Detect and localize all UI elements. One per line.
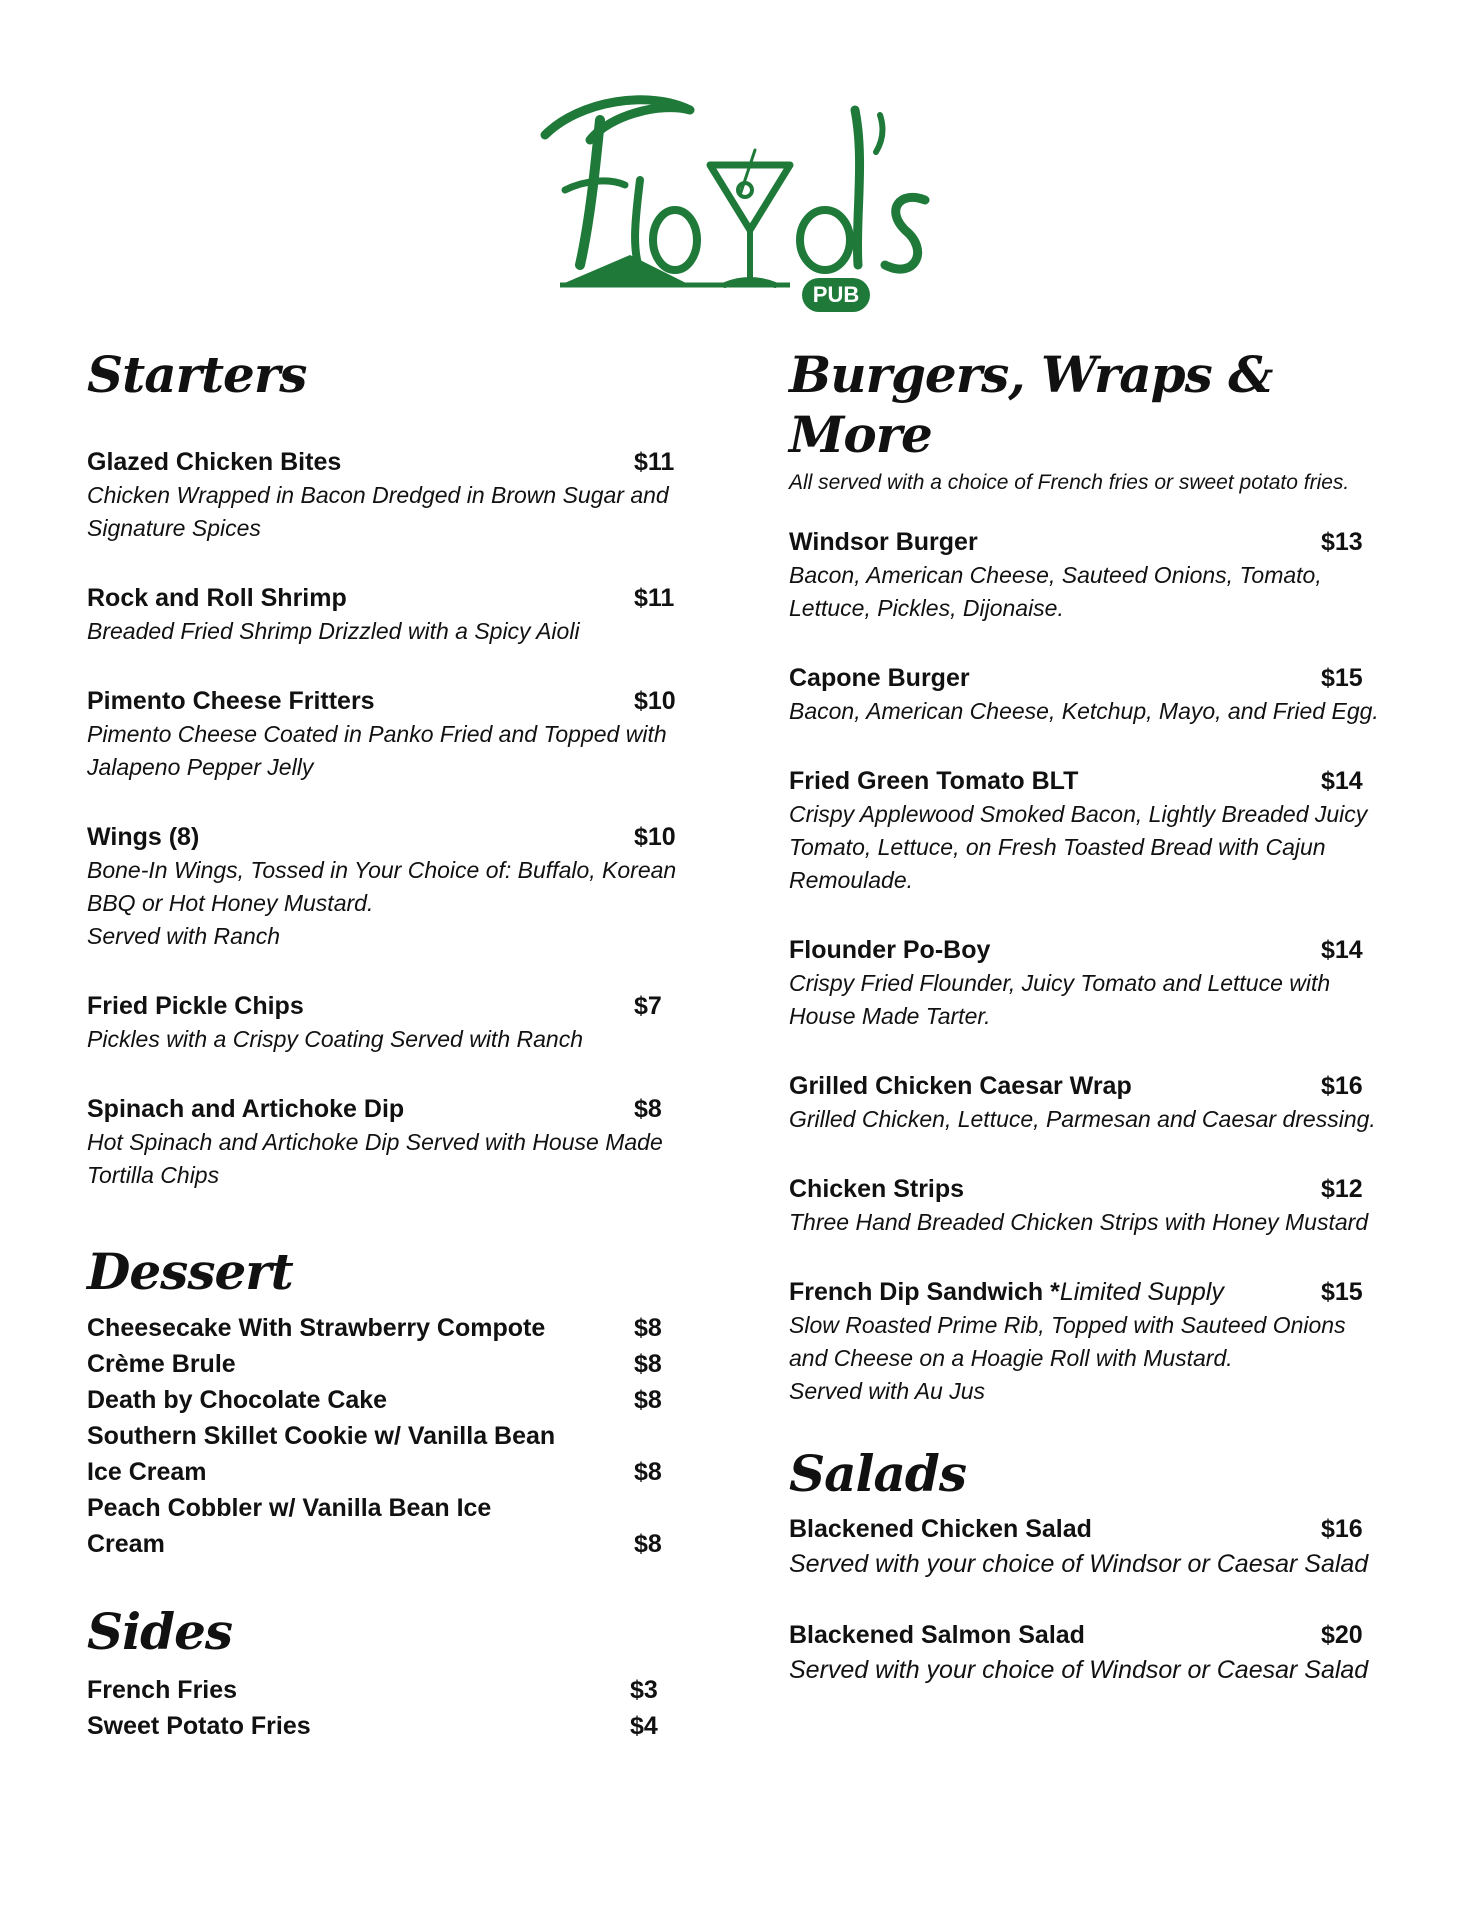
item-price: $11 — [634, 584, 675, 612]
item-description: Pickles with a Crispy Coating Served with Ranch — [87, 1026, 583, 1052]
dessert-item — [87, 1346, 687, 1382]
floyds-pub-logo — [540, 80, 960, 330]
item-price: $12 — [1321, 1175, 1363, 1203]
item-name: Crème Brule — [87, 1350, 236, 1378]
item-name: Wings (8) — [87, 823, 200, 851]
item-description: Grilled Chicken, Lettuce, Parmesan and Caesar dressing. — [789, 1106, 1376, 1132]
item-name: Grilled Chicken Caesar Wrap — [789, 1072, 1132, 1100]
item-name: Fried Green Tomato BLT — [789, 767, 1079, 795]
item-name: Southern Skillet Cookie w/ Vanilla Bean Ice Cream — [87, 1422, 556, 1486]
menu-item — [789, 1069, 1409, 1136]
item-name: French Fries — [87, 1676, 238, 1704]
menu-item — [789, 1618, 1409, 1688]
menu-item — [789, 1275, 1409, 1408]
item-name: Sweet Potato Fries — [87, 1712, 311, 1740]
item-name: Flounder Po-Boy — [789, 936, 991, 964]
item-price: $16 — [1321, 1515, 1363, 1543]
item-price: $8 — [634, 1530, 662, 1558]
dessert-item — [87, 1382, 687, 1418]
item-description: Crispy Applewood Smoked Bacon, Lightly Breaded Juicy Tomato, Lettuce, on Fresh Toasted Bread with Cajun Remoulade. — [789, 801, 1368, 893]
item-description: Bone-In Wings, Tossed in Your Choice of: Buffalo, Korean BBQ or Hot Honey Mustard. Served with Ranch — [87, 857, 677, 949]
sides-list — [87, 1672, 687, 1744]
item-price: $15 — [1321, 664, 1363, 692]
menu-item — [789, 764, 1409, 897]
item-name: Blackened Salmon Salad — [789, 1621, 1085, 1649]
sides-title: Sides — [87, 1602, 233, 1661]
side-item — [87, 1708, 687, 1744]
item-name: Spinach and Artichoke Dip — [87, 1095, 405, 1123]
item-description: Served with your choice of Windsor or Caesar Salad — [789, 1550, 1369, 1578]
menu-item — [789, 525, 1409, 625]
item-name: Cheesecake With Strawberry Compote — [87, 1314, 546, 1342]
item-description: Crispy Fried Flounder, Juicy Tomato and Lettuce with House Made Tarter. — [789, 970, 1331, 1029]
item-description: Served with your choice of Windsor or Caesar Salad — [789, 1656, 1369, 1684]
menu-item — [87, 989, 687, 1056]
item-description: Bacon, American Cheese, Ketchup, Mayo, and Fried Egg. — [789, 698, 1379, 724]
menu-item — [789, 661, 1409, 728]
side-item — [87, 1672, 687, 1708]
item-price: $11 — [634, 448, 675, 476]
item-name: French Dip Sandwich * — [789, 1278, 1060, 1306]
item-description: Chicken Wrapped in Bacon Dredged in Brown Sugar and Signature Spices — [87, 482, 669, 541]
item-price: $15 — [1321, 1278, 1363, 1306]
burgers-note: All served with a choice of French fries or sweet potato fries. — [789, 471, 1350, 494]
item-name: Chicken Strips — [789, 1175, 965, 1203]
menu-item — [87, 820, 687, 953]
item-price: $8 — [634, 1458, 662, 1486]
martini-glass-icon — [540, 80, 960, 330]
item-price: $7 — [634, 992, 662, 1020]
item-name: Pimento Cheese Fritters — [87, 687, 375, 715]
item-price: $14 — [1321, 767, 1363, 795]
item-price: $8 — [634, 1386, 662, 1414]
left-column — [87, 345, 687, 1744]
item-name: Windsor Burger — [789, 528, 978, 556]
menu-item — [789, 933, 1409, 1033]
menu-item — [87, 684, 687, 784]
limited-supply-note: Limited Supply — [1059, 1278, 1224, 1306]
item-price: $3 — [630, 1676, 658, 1704]
item-description: Breaded Fried Shrimp Drizzled with a Spicy Aioli — [87, 618, 580, 644]
item-price: $13 — [1321, 528, 1363, 556]
item-price: $14 — [1321, 936, 1363, 964]
item-price: $8 — [634, 1350, 662, 1378]
logo-pub-text: PUB — [812, 282, 860, 307]
starters-title: Starters — [87, 345, 307, 404]
dessert-list — [87, 1310, 687, 1562]
item-description: Bacon, American Cheese, Sauteed Onions, Tomato, Lettuce, Pickles, Dijonaise. — [789, 562, 1322, 621]
menu-item — [87, 445, 687, 545]
dessert-item — [87, 1418, 687, 1490]
item-name: Peach Cobbler w/ Vanilla Bean Ice Cream — [87, 1494, 492, 1558]
burgers-title: Burgers, Wraps & More — [789, 345, 1273, 464]
menu-item — [87, 1092, 687, 1192]
item-name: Rock and Roll Shrimp — [87, 584, 347, 612]
item-name: Capone Burger — [789, 664, 970, 692]
item-name: Fried Pickle Chips — [87, 992, 304, 1020]
right-column — [789, 345, 1409, 1688]
item-price: $8 — [634, 1095, 662, 1123]
item-description: Hot Spinach and Artichoke Dip Served with House Made Tortilla Chips — [87, 1129, 663, 1188]
item-description: Three Hand Breaded Chicken Strips with Honey Mustard — [789, 1209, 1369, 1235]
item-description: Pimento Cheese Coated in Panko Fried and Topped with Jalapeno Pepper Jelly — [87, 721, 667, 780]
dessert-title: Dessert — [87, 1242, 293, 1301]
dessert-item — [87, 1310, 687, 1346]
item-name: Blackened Chicken Salad — [789, 1515, 1092, 1543]
menu-item — [87, 581, 687, 648]
item-price: $16 — [1321, 1072, 1363, 1100]
item-price: $4 — [630, 1712, 658, 1740]
item-price: $8 — [634, 1314, 662, 1342]
item-price: $10 — [634, 823, 676, 851]
dessert-item — [87, 1490, 687, 1562]
menu-item — [789, 1172, 1409, 1239]
item-price: $20 — [1321, 1621, 1363, 1649]
item-price: $10 — [634, 687, 676, 715]
item-name: Death by Chocolate Cake — [87, 1386, 388, 1414]
salads-title: Salads — [789, 1444, 967, 1503]
item-description: Slow Roasted Prime Rib, Topped with Sauteed Onions and Cheese on a Hoagie Roll with Mustard. Served with Au Jus — [789, 1312, 1346, 1404]
menu-item — [789, 1512, 1409, 1582]
item-name: Glazed Chicken Bites — [87, 448, 342, 476]
